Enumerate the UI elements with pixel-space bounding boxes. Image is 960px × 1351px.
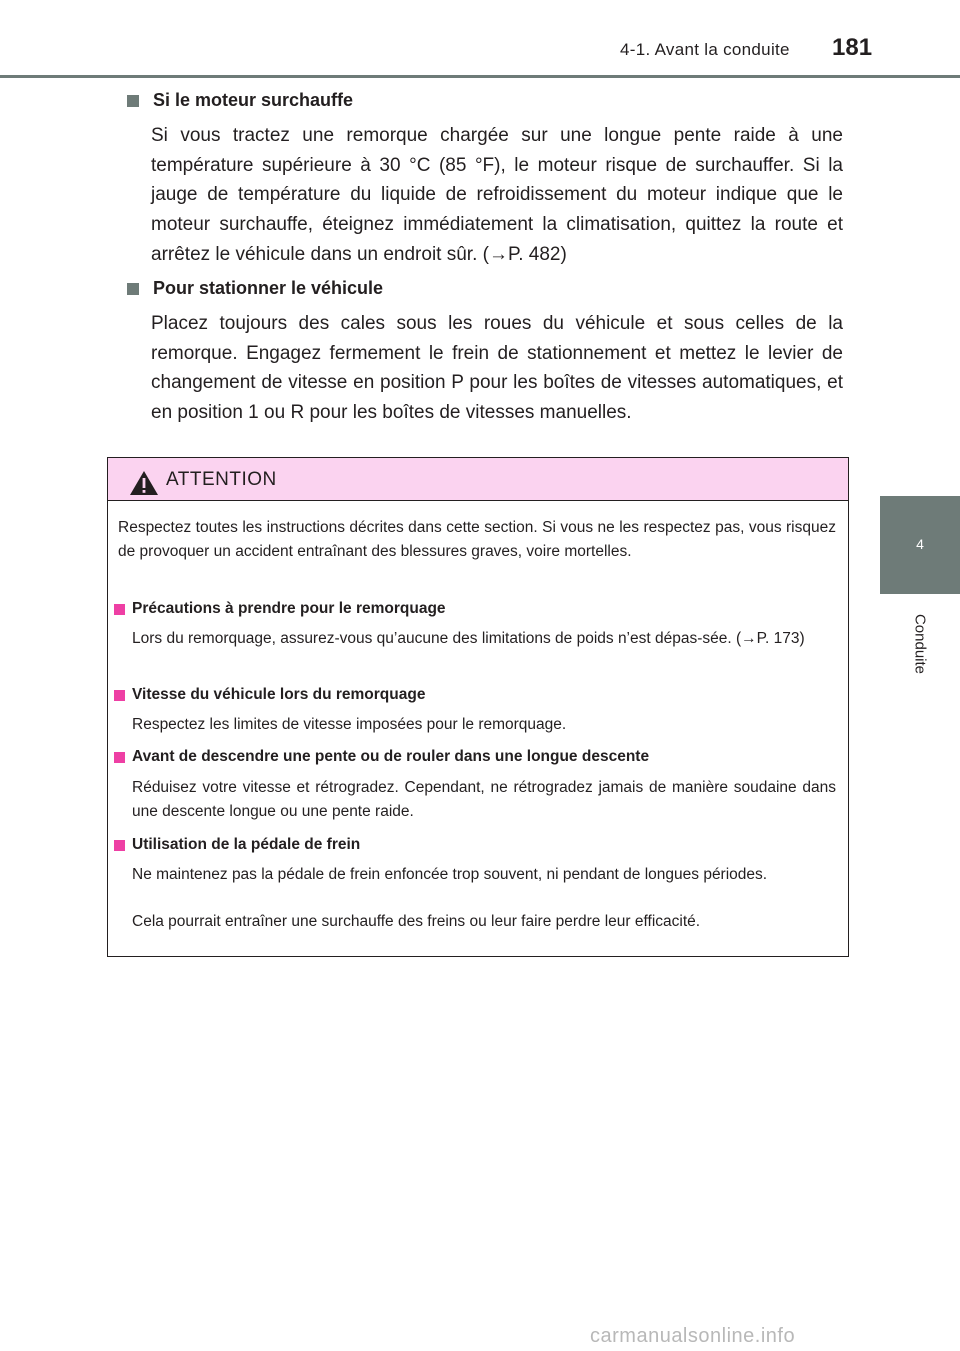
attention-item-text: Lors du remorquage, assurez-vous qu’aucune des limitations de poids n’est dépas-sée. (→P. 173) xyxy=(132,630,805,647)
watermark: carmanualsonline.info xyxy=(590,1325,796,1347)
header-section-title: 4-1. Avant la conduite xyxy=(620,40,790,59)
attention-intro: Respectez toutes les instructions décrites dans cette section. Si vous ne les respectez pas, vous risquez de provoquer un accident entraînant des blessures graves, voire mortelles. xyxy=(118,519,836,560)
attention-item-text: Ne maintenez pas la pédale de frein enfoncée trop souvent, ni pendant de longues périodes. xyxy=(132,866,768,883)
warning-triangle-icon xyxy=(129,470,159,496)
attention-item-text: Respectez les limites de vitesse imposées pour le remorquage. xyxy=(132,716,567,733)
chapter-label-area xyxy=(880,594,960,694)
attention-item-heading xyxy=(114,836,360,854)
section-heading-text: Pour stationner le véhicule xyxy=(153,278,384,298)
section-heading-overheat xyxy=(127,90,353,111)
attention-item-text: Réduisez votre vitesse et rétrogradez. Cependant, ne rétrogradez jamais de manière soudaine dans une descente longue ou une pente raide. xyxy=(132,779,836,820)
attention-item-heading-text: Avant de descendre une pente ou de rouler dans une longue descente xyxy=(132,748,650,765)
attention-item-heading-text: Utilisation de la pédale de frein xyxy=(132,836,361,853)
chapter-tab[interactable] xyxy=(880,496,960,594)
square-bullet-icon xyxy=(114,752,125,763)
section-heading-text: Si le moteur surchauffe xyxy=(153,90,354,110)
attention-header xyxy=(108,458,848,501)
page-number: 181 xyxy=(832,34,873,61)
attention-item-heading-text: Vitesse du véhicule lors du remorquage xyxy=(132,686,426,703)
section-text-overheat: Si vous tractez une remorque chargée sur une longue pente raide à une température supérieure à 30 °C (85 °F), le moteur risque de surchauffer. Si la jauge de température du liquide de refroidissement du moteur indique que le moteur surchauffe, éteignez immédiatement la climatisation, quittez la route et arrêtez le véhicule dans un endroit sûr. (→P. 482) xyxy=(151,125,843,265)
section-heading-parking xyxy=(127,278,383,299)
attention-box xyxy=(107,457,849,957)
square-bullet-icon xyxy=(114,690,125,701)
attention-title: ATTENTION xyxy=(166,469,277,490)
attention-item-heading xyxy=(114,686,425,704)
header-divider xyxy=(0,75,960,78)
section-text-parking: Placez toujours des cales sous les roues du véhicule et sous celles de la remorque. Engagez fermement le frein de stationnement et mettez le levier de changement de vitesse en position P pour les boîtes de vitesses automatiques, et en position 1 ou R pour les boîtes de vitesses manuelles. xyxy=(151,313,843,424)
square-bullet-icon xyxy=(114,604,125,615)
attention-item-heading xyxy=(114,600,446,618)
attention-item-heading-text: Précautions à prendre pour le remorquage xyxy=(132,600,446,617)
attention-item-text-continued: Cela pourrait entraîner une surchauffe des freins ou leur faire perdre leur efficacité. xyxy=(132,913,701,930)
attention-item-heading xyxy=(114,748,649,766)
square-bullet-icon xyxy=(127,95,139,107)
square-bullet-icon xyxy=(127,283,139,295)
chapter-number: 4 xyxy=(916,536,924,552)
chapter-label: Conduite xyxy=(911,613,929,675)
square-bullet-icon xyxy=(114,840,125,851)
